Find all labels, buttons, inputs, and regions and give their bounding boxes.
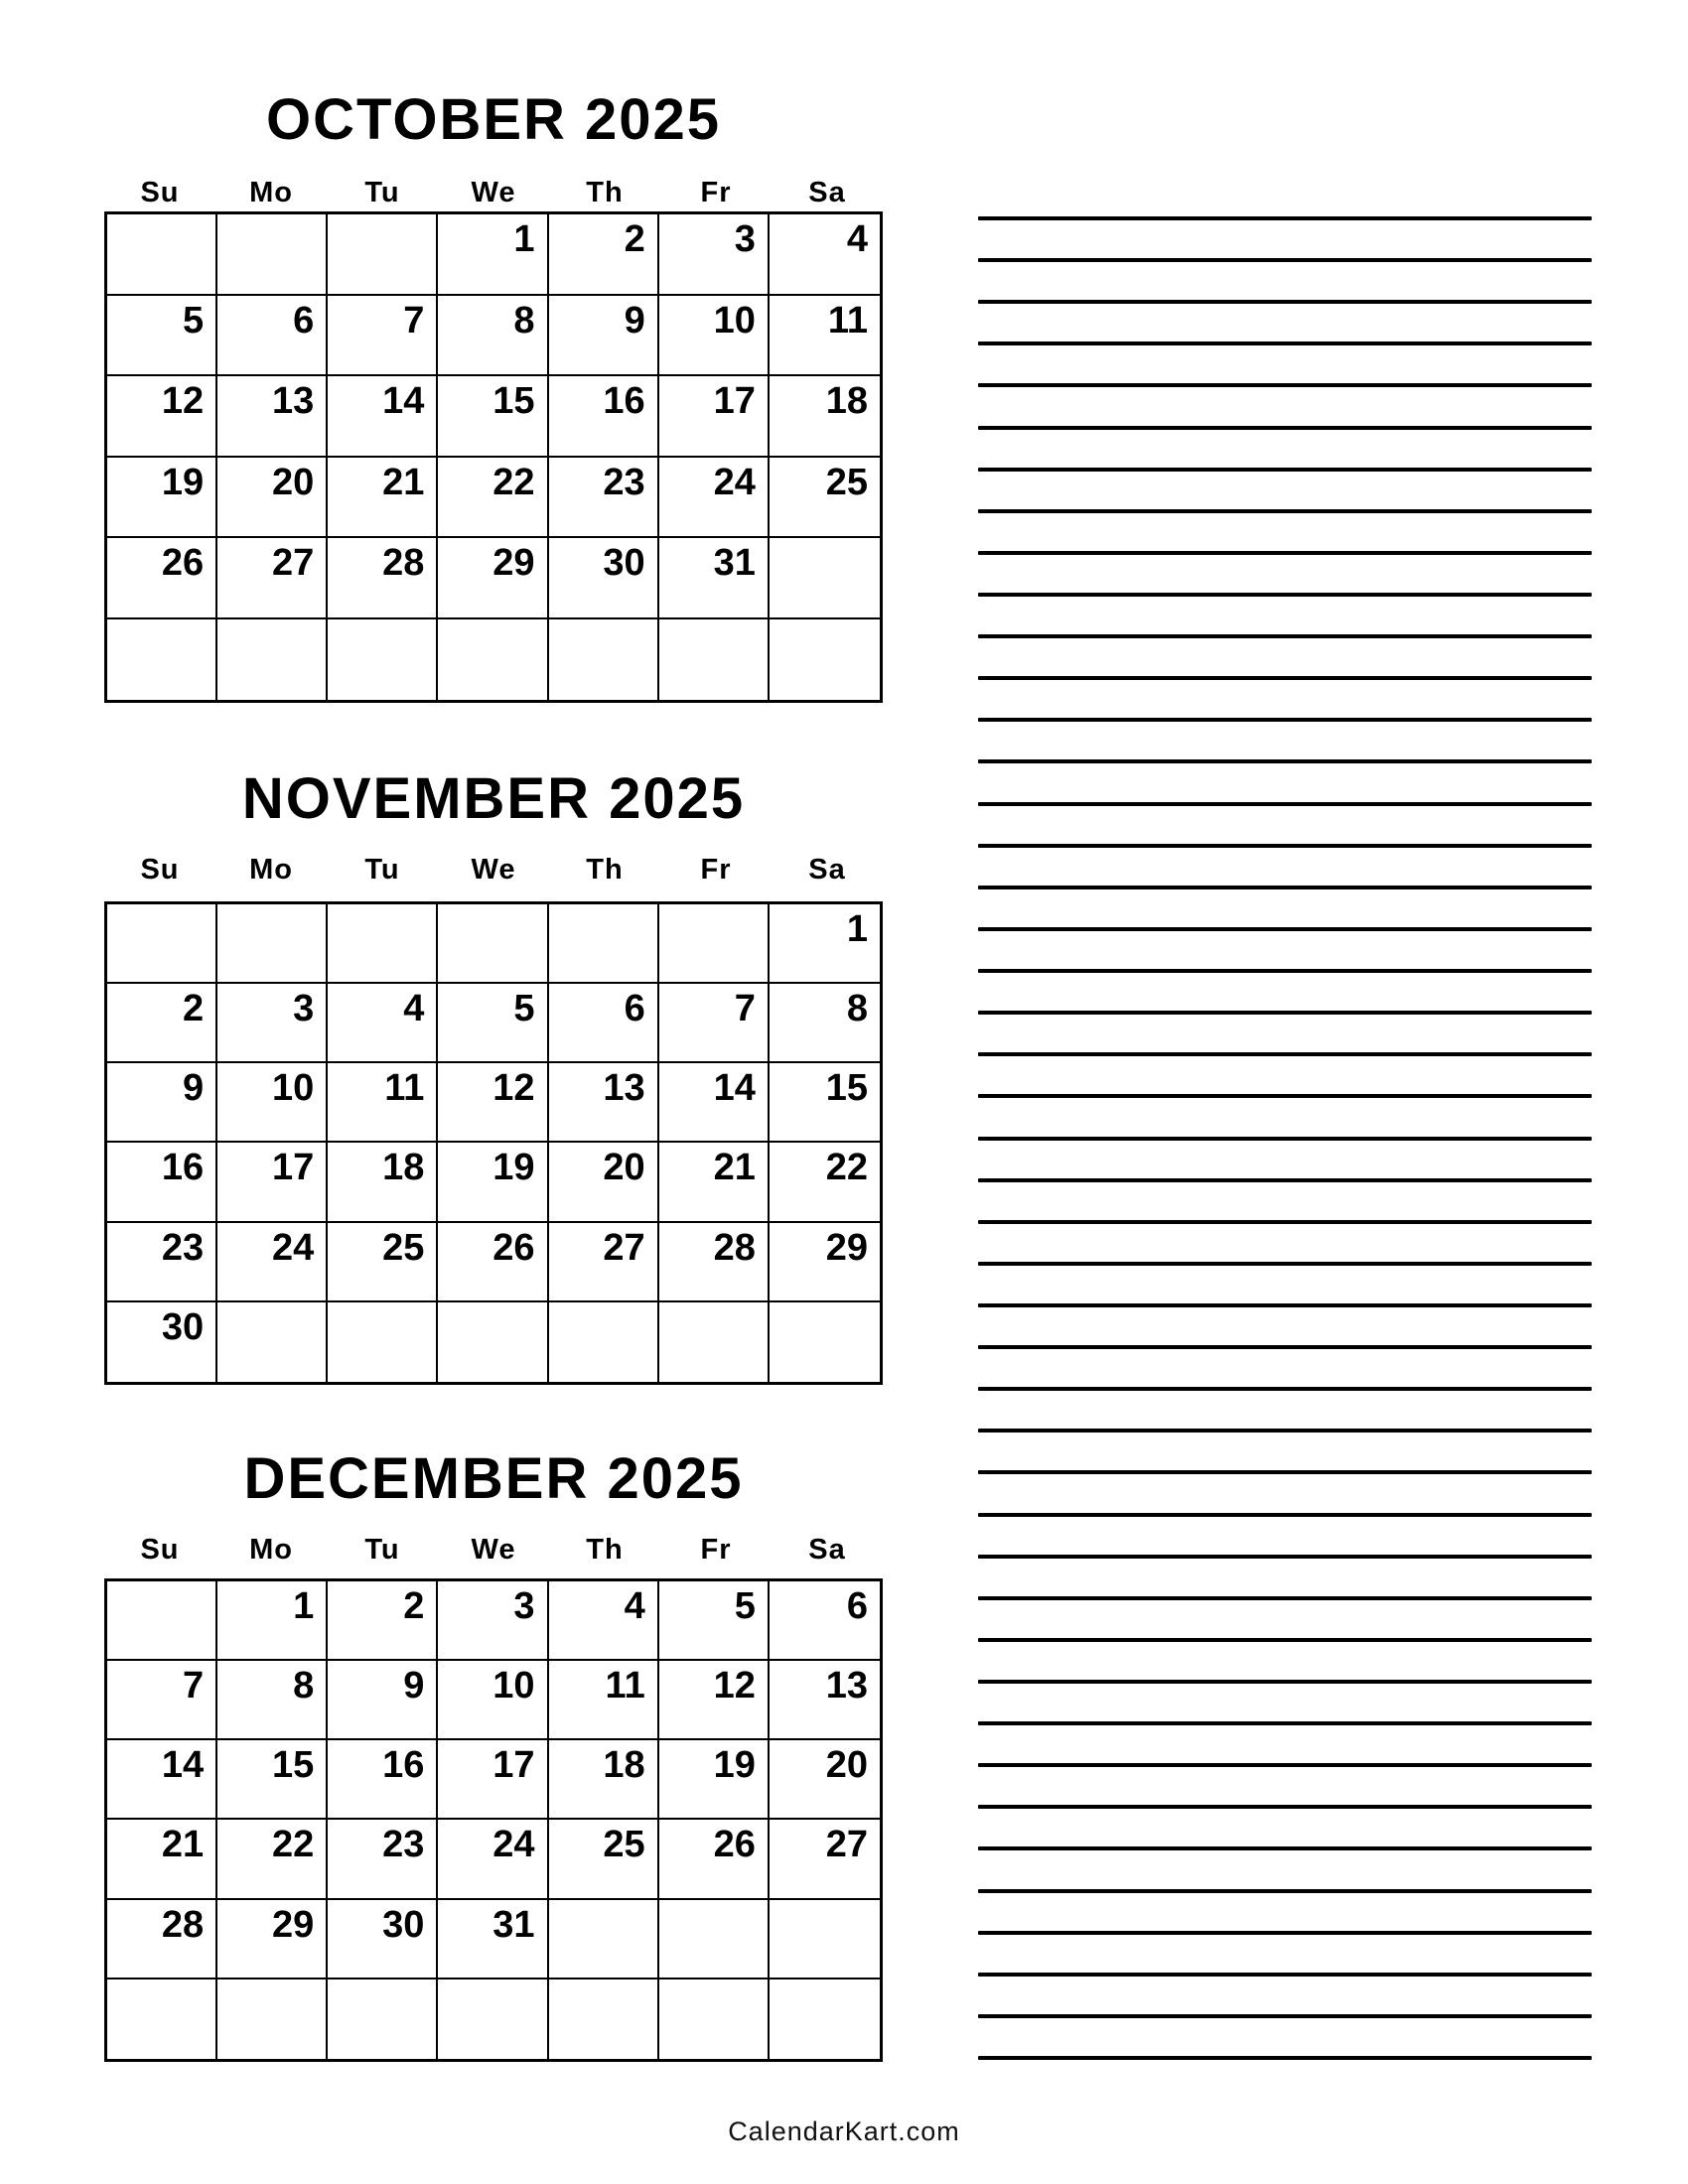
day-cell: 22: [217, 1820, 328, 1899]
note-line: [978, 1011, 1592, 1015]
note-line: [978, 676, 1592, 680]
day-cell: 11: [770, 296, 880, 377]
empty-day-cell: [217, 904, 328, 984]
day-cell: 3: [217, 984, 328, 1063]
day-cell: 11: [549, 1661, 659, 1740]
note-line: [978, 1846, 1592, 1850]
weekday-label: Tu: [364, 1534, 400, 1566]
note-line: [978, 1638, 1592, 1642]
empty-day-cell: [770, 1900, 880, 1979]
note-line: [978, 258, 1592, 262]
empty-day-cell: [659, 1979, 770, 2059]
day-cell: 13: [549, 1063, 659, 1143]
weekday-label: Mo: [249, 177, 293, 208]
day-cell: 17: [438, 1740, 548, 1820]
weekday-label: Th: [586, 854, 624, 886]
empty-day-cell: [328, 1979, 438, 2059]
day-cell: 7: [659, 984, 770, 1063]
day-cell: 21: [328, 458, 438, 539]
empty-day-cell: [328, 214, 438, 296]
note-line: [978, 1680, 1592, 1684]
empty-day-cell: [770, 538, 880, 619]
weekday-label: Fr: [700, 1534, 732, 1566]
note-line: [978, 383, 1592, 387]
day-cell: 29: [770, 1223, 880, 1302]
note-line: [978, 1345, 1592, 1349]
day-cell: 26: [438, 1223, 548, 1302]
day-cell: 2: [328, 1581, 438, 1661]
day-cell: 9: [549, 296, 659, 377]
day-cell: 15: [217, 1740, 328, 1820]
empty-day-cell: [659, 904, 770, 984]
weekday-label: Su: [140, 1534, 180, 1566]
month-title-october: OCTOBER 2025: [265, 87, 722, 152]
day-cell: 12: [438, 1063, 548, 1143]
weekday-header-row-november: [104, 852, 883, 887]
empty-day-cell: [328, 619, 438, 701]
day-cell: 13: [217, 376, 328, 458]
day-cell: 16: [328, 1740, 438, 1820]
day-cell: 1: [770, 904, 880, 984]
note-line: [978, 1470, 1592, 1474]
weekday-label: Th: [586, 1534, 624, 1566]
day-cell: 26: [659, 1820, 770, 1899]
empty-day-cell: [549, 904, 659, 984]
day-cell: 23: [549, 458, 659, 539]
empty-day-cell: [549, 1979, 659, 2059]
month-grid-november: [104, 901, 883, 1385]
day-cell: 9: [107, 1063, 217, 1143]
note-line: [978, 1721, 1592, 1725]
day-cell: 16: [107, 1143, 217, 1222]
weekday-label: Th: [586, 177, 624, 208]
empty-day-cell: [438, 1302, 548, 1382]
empty-day-cell: [217, 214, 328, 296]
day-cell: 24: [438, 1820, 548, 1899]
weekday-label: Sa: [808, 1534, 846, 1566]
day-cell: 15: [770, 1063, 880, 1143]
footer: [0, 2115, 1688, 2148]
note-line: [978, 1889, 1592, 1893]
day-cell: 4: [770, 214, 880, 296]
day-cell: 25: [770, 458, 880, 539]
day-cell: 27: [217, 538, 328, 619]
day-cell: 9: [328, 1661, 438, 1740]
empty-day-cell: [217, 1302, 328, 1382]
day-cell: 6: [770, 1581, 880, 1661]
note-line: [978, 1596, 1592, 1600]
day-cell: 13: [770, 1661, 880, 1740]
day-cell: 27: [770, 1820, 880, 1899]
empty-day-cell: [549, 619, 659, 701]
empty-day-cell: [770, 1979, 880, 2059]
note-line: [978, 1052, 1592, 1056]
note-line: [978, 468, 1592, 472]
day-cell: 19: [107, 458, 217, 539]
day-cell: 4: [328, 984, 438, 1063]
note-line: [978, 1805, 1592, 1809]
day-cell: 18: [770, 376, 880, 458]
day-cell: 4: [549, 1581, 659, 1661]
day-cell: 7: [328, 296, 438, 377]
day-cell: 21: [107, 1820, 217, 1899]
empty-day-cell: [659, 1302, 770, 1382]
day-cell: 12: [659, 1661, 770, 1740]
day-cell: 2: [107, 984, 217, 1063]
day-cell: 22: [770, 1143, 880, 1222]
weekday-header-row-december: [104, 1532, 883, 1568]
day-cell: 18: [328, 1143, 438, 1222]
day-cell: 18: [549, 1740, 659, 1820]
day-cell: 24: [217, 1223, 328, 1302]
day-cell: 5: [107, 296, 217, 377]
empty-day-cell: [770, 619, 880, 701]
empty-day-cell: [549, 1900, 659, 1979]
day-cell: 17: [217, 1143, 328, 1222]
day-cell: 30: [328, 1900, 438, 1979]
empty-day-cell: [438, 619, 548, 701]
day-cell: 6: [549, 984, 659, 1063]
day-cell: 17: [659, 376, 770, 458]
day-cell: 19: [438, 1143, 548, 1222]
note-line: [978, 216, 1592, 220]
weekday-label: Tu: [364, 177, 400, 208]
weekday-label: Mo: [249, 854, 293, 886]
day-cell: 22: [438, 458, 548, 539]
empty-day-cell: [107, 619, 217, 701]
weekday-label: Su: [140, 854, 180, 886]
note-line: [978, 1973, 1592, 1977]
note-line: [978, 844, 1592, 848]
empty-day-cell: [107, 1581, 217, 1661]
day-cell: 3: [659, 214, 770, 296]
day-cell: 24: [659, 458, 770, 539]
day-cell: 8: [217, 1661, 328, 1740]
note-line: [978, 802, 1592, 806]
day-cell: 1: [438, 214, 548, 296]
day-cell: 28: [107, 1900, 217, 1979]
footer-site-label: CalendarKart.com: [728, 2116, 960, 2146]
day-cell: 20: [549, 1143, 659, 1222]
day-cell: 27: [549, 1223, 659, 1302]
note-line: [978, 1513, 1592, 1517]
note-line: [978, 1303, 1592, 1307]
month-title-november: NOVEMBER 2025: [241, 766, 746, 831]
note-line: [978, 593, 1592, 597]
note-line: [978, 1178, 1592, 1182]
empty-day-cell: [217, 619, 328, 701]
day-cell: 11: [328, 1063, 438, 1143]
day-cell: 26: [107, 538, 217, 619]
day-cell: 29: [217, 1900, 328, 1979]
day-cell: 10: [659, 296, 770, 377]
weekday-label: We: [471, 854, 516, 886]
day-cell: 15: [438, 376, 548, 458]
note-line: [978, 634, 1592, 638]
day-cell: 14: [659, 1063, 770, 1143]
note-line: [978, 509, 1592, 513]
empty-day-cell: [107, 214, 217, 296]
empty-day-cell: [438, 1979, 548, 2059]
note-line: [978, 2056, 1592, 2060]
note-line: [978, 1429, 1592, 1433]
day-cell: 20: [217, 458, 328, 539]
day-cell: 14: [328, 376, 438, 458]
empty-day-cell: [659, 619, 770, 701]
day-cell: 28: [659, 1223, 770, 1302]
empty-day-cell: [549, 1302, 659, 1382]
note-line: [978, 1763, 1592, 1767]
empty-day-cell: [770, 1302, 880, 1382]
day-cell: 1: [217, 1581, 328, 1661]
note-line: [978, 426, 1592, 430]
empty-day-cell: [107, 904, 217, 984]
day-cell: 21: [659, 1143, 770, 1222]
day-cell: 8: [438, 296, 548, 377]
day-cell: 14: [107, 1740, 217, 1820]
day-cell: 10: [217, 1063, 328, 1143]
day-cell: 30: [107, 1302, 217, 1382]
note-line: [978, 1262, 1592, 1266]
day-cell: 31: [659, 538, 770, 619]
empty-day-cell: [659, 1900, 770, 1979]
weekday-label: Su: [140, 177, 180, 208]
note-line: [978, 1094, 1592, 1098]
weekday-label: Fr: [700, 177, 732, 208]
note-line: [978, 1137, 1592, 1141]
weekday-label: Sa: [808, 177, 846, 208]
note-line: [978, 1220, 1592, 1224]
empty-day-cell: [438, 904, 548, 984]
empty-day-cell: [328, 1302, 438, 1382]
weekday-label: Tu: [364, 854, 400, 886]
day-cell: 31: [438, 1900, 548, 1979]
weekday-header-row-october: [104, 175, 883, 210]
note-line: [978, 551, 1592, 555]
day-cell: 25: [549, 1820, 659, 1899]
day-cell: 30: [549, 538, 659, 619]
weekday-label: Sa: [808, 854, 846, 886]
day-cell: 5: [659, 1581, 770, 1661]
day-cell: 16: [549, 376, 659, 458]
weekday-label: We: [471, 177, 516, 208]
note-line: [978, 1387, 1592, 1391]
day-cell: 23: [328, 1820, 438, 1899]
day-cell: 20: [770, 1740, 880, 1820]
day-cell: 29: [438, 538, 548, 619]
weekday-label: Mo: [249, 1534, 293, 1566]
empty-day-cell: [328, 904, 438, 984]
month-title-december: DECEMBER 2025: [243, 1446, 744, 1511]
note-line: [978, 1931, 1592, 1935]
weekday-label: Fr: [700, 854, 732, 886]
day-cell: 25: [328, 1223, 438, 1302]
day-cell: 3: [438, 1581, 548, 1661]
note-line: [978, 886, 1592, 889]
note-line: [978, 718, 1592, 722]
note-line: [978, 2014, 1592, 2018]
note-line: [978, 300, 1592, 304]
note-line: [978, 927, 1592, 931]
day-cell: 6: [217, 296, 328, 377]
weekday-label: We: [471, 1534, 516, 1566]
note-line: [978, 341, 1592, 345]
day-cell: 7: [107, 1661, 217, 1740]
empty-day-cell: [217, 1979, 328, 2059]
note-line: [978, 759, 1592, 763]
day-cell: 23: [107, 1223, 217, 1302]
day-cell: 2: [549, 214, 659, 296]
note-line: [978, 969, 1592, 973]
note-line: [978, 1555, 1592, 1559]
day-cell: 19: [659, 1740, 770, 1820]
day-cell: 12: [107, 376, 217, 458]
day-cell: 28: [328, 538, 438, 619]
month-grid-december: [104, 1578, 883, 2062]
month-grid-october: [104, 211, 883, 703]
empty-day-cell: [107, 1979, 217, 2059]
day-cell: 8: [770, 984, 880, 1063]
day-cell: 10: [438, 1661, 548, 1740]
day-cell: 5: [438, 984, 548, 1063]
